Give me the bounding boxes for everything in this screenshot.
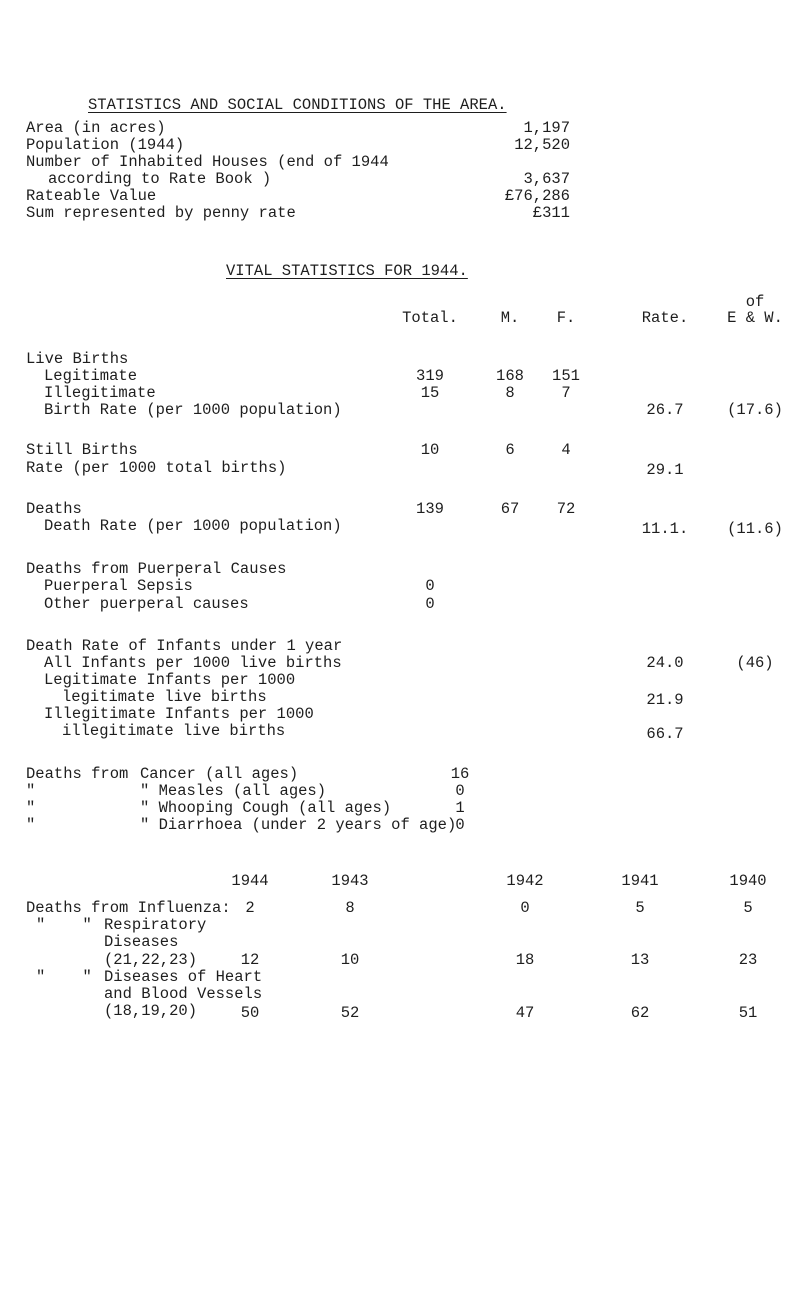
cause-prefix: " [26,799,36,817]
still-births-male: 6 [505,441,515,459]
illegitimate-infants-label: Illegitimate Infants per 1000 [44,705,314,723]
respiratory-value: 10 [340,951,360,969]
legitimate-total: 319 [416,367,444,385]
death-rate-ew: (11.6) [727,520,783,538]
influenza-value: 5 [635,899,645,917]
rateable-value-label: Rateable Value [26,187,157,205]
cause-value: 1 [455,799,465,817]
cause-value: 0 [455,816,465,834]
houses-value: 3,637 [523,170,570,188]
houses-label: Number of Inhabited Houses (end of 1944 [26,153,389,171]
deaths-total: 139 [416,500,444,518]
heart-value: 51 [738,1004,758,1022]
legitimate-female: 151 [552,367,580,385]
deaths-male: 67 [500,500,520,518]
year-header: 1942 [506,872,544,890]
illegitimate-female: 7 [561,384,571,402]
still-births-female: 4 [561,441,571,459]
header-male: M. [500,309,520,327]
live-births-heading: Live Births [26,350,129,368]
houses-label-cont: according to Rate Book ) [48,170,272,188]
cause-prefix: " [26,782,36,800]
influenza-value: 2 [245,899,255,917]
cause-label: " Whooping Cough (all ages) [140,799,392,817]
year-header: 1941 [621,872,659,890]
birth-rate-value: 26.7 [646,401,684,419]
header-total: Total. [402,309,458,327]
heart-value: 52 [340,1004,360,1022]
cause-prefix: " [26,816,36,834]
heart-label-codes: (18,19,20) [104,1002,198,1020]
cause-value: 16 [450,765,470,783]
infant-death-rate-heading: Death Rate of Infants under 1 year [26,637,343,655]
respiratory-ditto: " " [36,916,92,934]
other-puerperal-label: Other puerperal causes [44,595,249,613]
heart-value: 62 [630,1004,650,1022]
header-female: F. [556,309,576,327]
illegitimate-label: Illegitimate [44,384,156,402]
death-rate-label: Death Rate (per 1000 population) [44,517,342,535]
heart-ditto: " " [36,968,92,986]
vital-statistics-title: VITAL STATISTICS FOR 1944. [226,262,468,280]
respiratory-label-codes: (21,22,23) [104,951,198,969]
population-value: 12,520 [514,136,570,154]
cause-label: " Diarrhoea (under 2 years of age) [140,816,457,834]
header-rate: Rate. [641,309,689,327]
death-rate-value: 11.1. [641,520,689,538]
penny-rate-label: Sum represented by penny rate [26,204,296,222]
illegitimate-infants-rate: 66.7 [646,725,684,743]
area-value: 1,197 [523,119,570,137]
still-births-total: 10 [420,441,440,459]
respiratory-label: Respiratory [104,916,207,934]
legitimate-male: 168 [496,367,524,385]
deaths-female: 72 [556,500,576,518]
respiratory-label-cont: Diseases [104,933,179,951]
respiratory-value: 23 [738,951,758,969]
year-header: 1940 [729,872,767,890]
cause-prefix: Deaths from [26,765,129,783]
heart-label: Diseases of Heart [104,968,263,986]
population-label: Population (1944) [26,136,185,154]
page-title: STATISTICS AND SOCIAL CONDITIONS OF THE AREA. [88,96,507,114]
year-header: 1943 [331,872,369,890]
cause-label: Cancer (all ages) [140,765,299,783]
heart-value: 47 [515,1004,535,1022]
legitimate-label: Legitimate [44,367,138,385]
other-puerperal-value: 0 [425,595,435,613]
puerperal-sepsis-label: Puerperal Sepsis [44,577,193,595]
puerperal-heading: Deaths from Puerperal Causes [26,560,287,578]
respiratory-value: 12 [240,951,260,969]
influenza-label: Deaths from Influenza: [26,899,231,917]
illegitimate-infants-label-cont: illegitimate live births [62,722,286,740]
puerperal-sepsis-value: 0 [425,577,435,595]
legitimate-infants-label-cont: legitimate live births [62,688,267,706]
birth-rate-label: Birth Rate (per 1000 population) [44,401,342,419]
legitimate-infants-rate: 21.9 [646,691,684,709]
cause-value: 0 [455,782,465,800]
still-birth-rate-label: Rate (per 1000 total births) [26,459,287,477]
year-header: 1944 [231,872,269,890]
deaths-label: Deaths [26,500,82,518]
illegitimate-male: 8 [505,384,515,402]
legitimate-infants-label: Legitimate Infants per 1000 [44,671,296,689]
header-ew-top: of [745,293,765,311]
cause-label: " Measles (all ages) [140,782,327,800]
penny-rate-value: £311 [532,204,570,222]
rateable-value: £76,286 [504,187,570,205]
influenza-value: 8 [345,899,355,917]
influenza-value: 5 [743,899,753,917]
all-infants-rate: 24.0 [646,654,684,672]
still-birth-rate-value: 29.1 [646,461,684,479]
respiratory-value: 13 [630,951,650,969]
area-label: Area (in acres) [26,119,166,137]
birth-rate-ew: (17.6) [727,401,783,419]
all-infants-label: All Infants per 1000 live births [44,654,342,672]
heart-label-cont: and Blood Vessels [104,985,263,1003]
still-births-label: Still Births [26,441,138,459]
all-infants-ew: (46) [736,654,774,672]
respiratory-value: 18 [515,951,535,969]
illegitimate-total: 15 [420,384,440,402]
influenza-value: 0 [520,899,530,917]
heart-value: 50 [240,1004,260,1022]
header-ew: E & W. [727,309,783,327]
